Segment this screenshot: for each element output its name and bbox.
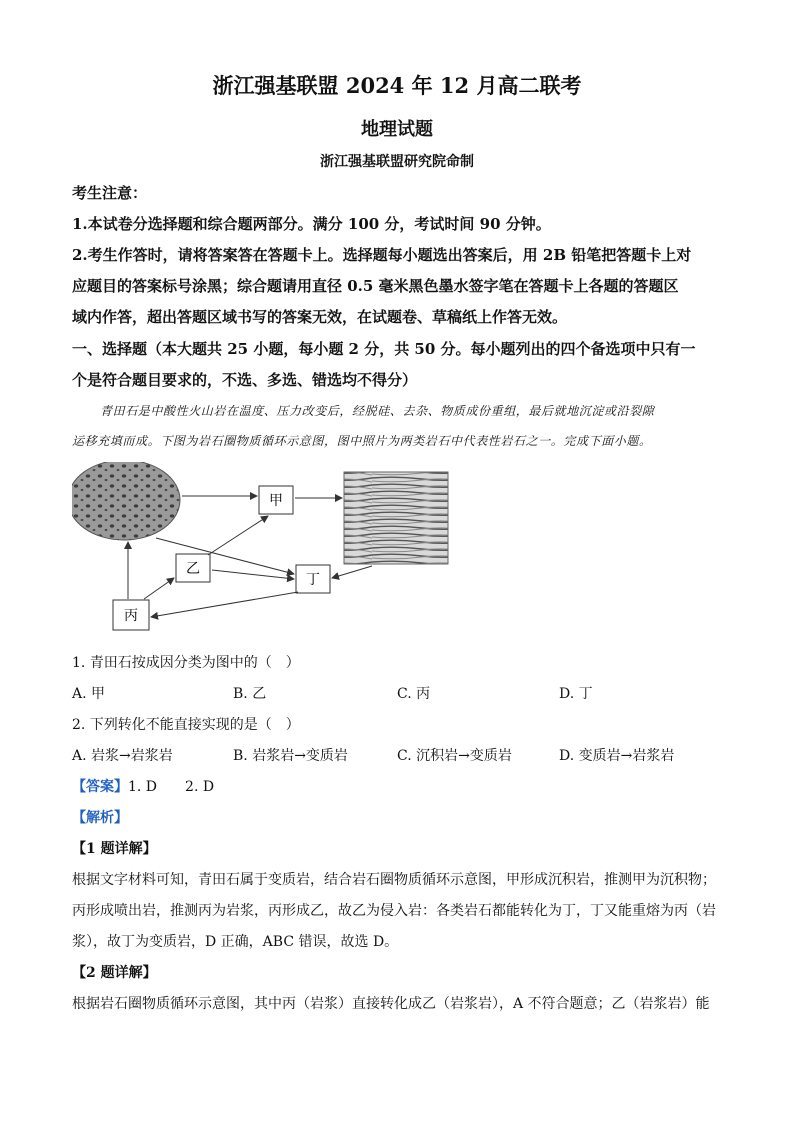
material-line-2: 运移充填而成。下图为岩石圈物质循环示意图，图中照片为两类岩石中代表性岩石之一。完成下面小题。 [72,434,652,448]
rock-cycle-diagram [72,462,452,640]
detail-1-line-3: 浆），故丁为变质岩，D 正确，ABC 错误，故选 D。 [72,934,399,950]
q1-option-c[interactable]: C. 丙 [397,686,431,702]
section-heading-1: 一、选择题（本大题共 25 小题，每小题 2 分，共 50 分。每小题列出的四个备选项中只有一 [72,340,696,358]
detail-1-line-1: 根据文字材料可知，青田石属于变质岩，结合岩石圈物质循环示意图，甲形成沉积岩，推测甲为沉积物； [72,872,716,888]
schist-photo [344,472,448,564]
label-yi: 乙 [186,561,200,577]
q1-option-d[interactable]: D. 丁 [559,686,593,702]
label-bing: 丙 [124,608,138,624]
issuer-line: 浙江强基联盟研究院命制 [320,154,474,170]
notice-heading: 考生注意： [72,184,148,202]
answer-text: 1. D 2. D [128,779,215,795]
section-heading-2: 个是符合题目要求的，不选、多选、错选均不得分） [72,371,418,389]
q2-option-d[interactable]: D. 变质岩→岩浆岩 [559,748,675,764]
notice-line-2a: 2.考生作答时，请将答案答在答题卡上。选择题每小题选出答案后，用 2B 铅笔把答题卡上对 [72,246,692,264]
box-jia [259,486,293,514]
detail-1-line-2: 丙形成喷出岩，推测丙为岩浆，丙形成乙，故乙为侵入岩：各类岩石都能转化为丁，丁又能重熔为丙（岩 [72,903,716,919]
question-2-stem: 2. 下列转化不能直接实现的是（ ） [72,717,300,733]
answer-tag: 【答案】 [72,779,128,795]
q2-option-a[interactable]: A. 岩浆→岩浆岩 [72,748,173,764]
material-line-1: 青田石是中酸性火山岩在温度、压力改变后，经脱硅、去杂、物质成份重组，最后就地沉淀或沿裂隙 [100,404,655,418]
analysis-tag: 【解析】 [72,810,128,826]
exam-title: 浙江强基联盟 2024 年 12 月高二联考 [212,73,582,98]
notice-line-1: 1.本试卷分选择题和综合题两部分。满分 100 分，考试时间 90 分钟。 [72,215,551,233]
pumice-photo [72,462,180,540]
q2-option-c[interactable]: C. 沉积岩→变质岩 [397,748,512,764]
answer-line [72,776,214,796]
question-1-stem: 1. 青田石按成因分类为图中的（ ） [72,655,300,671]
label-ding: 丁 [306,572,320,588]
subject-title: 地理试题 [361,119,433,140]
detail-1-tag: 【1 题详解】 [72,841,157,857]
box-bing [113,600,149,630]
label-jia: 甲 [269,493,283,509]
notice-line-2c: 域内作答，超出答题区域书写的答案无效，在试题卷、草稿纸上作答无效。 [72,308,568,326]
q2-option-b[interactable]: B. 岩浆岩→变质岩 [233,748,348,764]
q1-option-a[interactable]: A. 甲 [72,686,106,702]
detail-2-line-1: 根据岩石圈物质循环示意图，其中丙（岩浆）直接转化成乙（岩浆岩），A 不符合题意；乙（岩浆岩）能 [72,996,710,1012]
notice-line-2b: 应题目的答案标号涂黑；综合题请用直径 0.5 毫米黑色墨水签字笔在答题卡上各题的答题区 [72,277,679,295]
box-yi [176,554,210,582]
box-ding [296,565,330,593]
q1-option-b[interactable]: B. 乙 [233,686,267,702]
detail-2-tag: 【2 题详解】 [72,965,157,981]
